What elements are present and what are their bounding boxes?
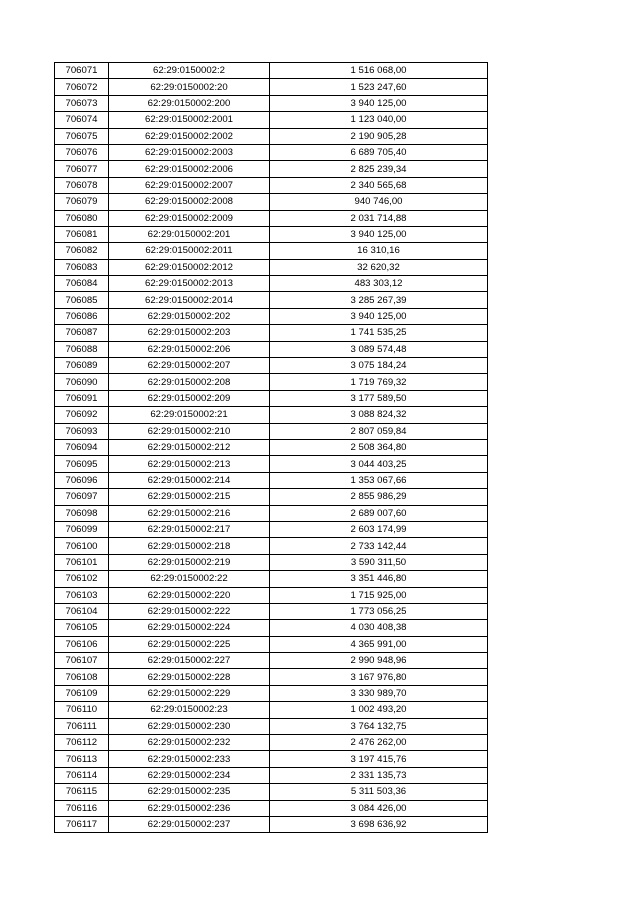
cadastral-number-cell: 62:29:0150002:213 xyxy=(109,456,270,472)
cadastral-number-cell: 62:29:0150002:202 xyxy=(109,308,270,324)
cadastral-value-cell: 3 940 125,00 xyxy=(270,226,488,242)
table-row xyxy=(55,63,488,79)
cadastral-number-cell: 62:29:0150002:2013 xyxy=(109,276,270,292)
cadastral-number-cell: 62:29:0150002:235 xyxy=(109,784,270,800)
table-row xyxy=(55,603,488,619)
cadastral-number-cell: 62:29:0150002:212 xyxy=(109,439,270,455)
cadastral-number-cell: 62:29:0150002:206 xyxy=(109,341,270,357)
row-id-cell: 706081 xyxy=(55,226,109,242)
cadastral-value-cell: 2 807 059,84 xyxy=(270,423,488,439)
cadastral-number-cell: 62:29:0150002:210 xyxy=(109,423,270,439)
cadastral-number-cell: 62:29:0150002:222 xyxy=(109,603,270,619)
table-row xyxy=(55,112,488,128)
table-row xyxy=(55,226,488,242)
table-row xyxy=(55,456,488,472)
table-row xyxy=(55,718,488,734)
cadastral-value-cell: 3 089 574,48 xyxy=(270,341,488,357)
row-id-cell: 706086 xyxy=(55,308,109,324)
cadastral-value-cell: 2 508 364,80 xyxy=(270,439,488,455)
cadastral-value-cell: 3 330 989,70 xyxy=(270,685,488,701)
cadastral-number-cell: 62:29:0150002:2006 xyxy=(109,161,270,177)
cadastral-number-cell: 62:29:0150002:233 xyxy=(109,751,270,767)
table-row xyxy=(55,144,488,160)
row-id-cell: 706102 xyxy=(55,571,109,587)
cadastral-number-cell: 62:29:0150002:236 xyxy=(109,800,270,816)
table-row xyxy=(55,128,488,144)
cadastral-value-cell: 3 590 311,50 xyxy=(270,554,488,570)
table-row xyxy=(55,505,488,521)
table-row xyxy=(55,407,488,423)
cadastral-value-cell: 2 855 986,29 xyxy=(270,489,488,505)
cadastral-value-cell: 1 719 769,32 xyxy=(270,374,488,390)
table-row xyxy=(55,554,488,570)
cadastral-value-cell: 2 689 007,60 xyxy=(270,505,488,521)
cadastral-value-cell: 3 044 403,25 xyxy=(270,456,488,472)
cadastral-value-cell: 32 620,32 xyxy=(270,259,488,275)
cadastral-value-cell: 2 031 714,88 xyxy=(270,210,488,226)
cadastral-number-cell: 62:29:0150002:214 xyxy=(109,472,270,488)
cadastral-value-cell: 1 523 247,60 xyxy=(270,79,488,95)
table-row xyxy=(55,653,488,669)
table-row xyxy=(55,800,488,816)
cadastral-value-table xyxy=(54,62,488,833)
table-row xyxy=(55,636,488,652)
table-row xyxy=(55,325,488,341)
table-row xyxy=(55,390,488,406)
row-id-cell: 706091 xyxy=(55,390,109,406)
cadastral-value-cell: 2 340 565,68 xyxy=(270,177,488,193)
cadastral-number-cell: 62:29:0150002:2003 xyxy=(109,144,270,160)
row-id-cell: 706112 xyxy=(55,735,109,751)
table-row xyxy=(55,702,488,718)
cadastral-value-cell: 2 825 239,34 xyxy=(270,161,488,177)
cadastral-value-cell: 1 353 067,66 xyxy=(270,472,488,488)
cadastral-value-cell: 3 940 125,00 xyxy=(270,95,488,111)
row-id-cell: 706104 xyxy=(55,603,109,619)
row-id-cell: 706093 xyxy=(55,423,109,439)
cadastral-value-cell: 3 197 415,76 xyxy=(270,751,488,767)
cadastral-number-cell: 62:29:0150002:20 xyxy=(109,79,270,95)
cadastral-number-cell: 62:29:0150002:230 xyxy=(109,718,270,734)
cadastral-number-cell: 62:29:0150002:225 xyxy=(109,636,270,652)
row-id-cell: 706116 xyxy=(55,800,109,816)
table-row xyxy=(55,685,488,701)
cadastral-number-cell: 62:29:0150002:208 xyxy=(109,374,270,390)
row-id-cell: 706099 xyxy=(55,521,109,537)
table-row xyxy=(55,423,488,439)
cadastral-value-cell: 16 310,16 xyxy=(270,243,488,259)
table-row xyxy=(55,472,488,488)
row-id-cell: 706082 xyxy=(55,243,109,259)
row-id-cell: 706089 xyxy=(55,358,109,374)
table-row xyxy=(55,489,488,505)
cadastral-value-cell: 1 123 040,00 xyxy=(270,112,488,128)
cadastral-value-cell: 4 365 991,00 xyxy=(270,636,488,652)
cadastral-value-cell: 1 516 068,00 xyxy=(270,63,488,79)
cadastral-number-cell: 62:29:0150002:2 xyxy=(109,63,270,79)
cadastral-number-cell: 62:29:0150002:2002 xyxy=(109,128,270,144)
row-id-cell: 706072 xyxy=(55,79,109,95)
table-row xyxy=(55,177,488,193)
row-id-cell: 706087 xyxy=(55,325,109,341)
cadastral-value-cell: 3 351 446,80 xyxy=(270,571,488,587)
cadastral-number-cell: 62:29:0150002:234 xyxy=(109,767,270,783)
cadastral-number-cell: 62:29:0150002:2001 xyxy=(109,112,270,128)
row-id-cell: 706078 xyxy=(55,177,109,193)
row-id-cell: 706083 xyxy=(55,259,109,275)
table-row xyxy=(55,276,488,292)
table-row xyxy=(55,194,488,210)
cadastral-number-cell: 62:29:0150002:224 xyxy=(109,620,270,636)
row-id-cell: 706080 xyxy=(55,210,109,226)
table-row xyxy=(55,669,488,685)
table-row xyxy=(55,161,488,177)
cadastral-value-cell: 3 940 125,00 xyxy=(270,308,488,324)
table-row xyxy=(55,79,488,95)
cadastral-value-cell: 5 311 503,36 xyxy=(270,784,488,800)
cadastral-value-cell: 3 698 636,92 xyxy=(270,816,488,832)
row-id-cell: 706103 xyxy=(55,587,109,603)
cadastral-value-cell: 3 177 589,50 xyxy=(270,390,488,406)
cadastral-number-cell: 62:29:0150002:232 xyxy=(109,735,270,751)
row-id-cell: 706113 xyxy=(55,751,109,767)
table-row xyxy=(55,243,488,259)
cadastral-value-cell: 2 733 142,44 xyxy=(270,538,488,554)
table-row xyxy=(55,95,488,111)
row-id-cell: 706092 xyxy=(55,407,109,423)
cadastral-value-cell: 1 715 925,00 xyxy=(270,587,488,603)
cadastral-number-cell: 62:29:0150002:22 xyxy=(109,571,270,587)
cadastral-value-cell: 2 190 905,28 xyxy=(270,128,488,144)
cadastral-number-cell: 62:29:0150002:2014 xyxy=(109,292,270,308)
cadastral-value-cell: 6 689 705,40 xyxy=(270,144,488,160)
cadastral-number-cell: 62:29:0150002:227 xyxy=(109,653,270,669)
table-row xyxy=(55,767,488,783)
cadastral-number-cell: 62:29:0150002:2007 xyxy=(109,177,270,193)
table-row xyxy=(55,571,488,587)
cadastral-number-cell: 62:29:0150002:216 xyxy=(109,505,270,521)
cadastral-number-cell: 62:29:0150002:21 xyxy=(109,407,270,423)
cadastral-number-cell: 62:29:0150002:220 xyxy=(109,587,270,603)
table-row xyxy=(55,620,488,636)
row-id-cell: 706096 xyxy=(55,472,109,488)
row-id-cell: 706076 xyxy=(55,144,109,160)
cadastral-number-cell: 62:29:0150002:203 xyxy=(109,325,270,341)
row-id-cell: 706095 xyxy=(55,456,109,472)
table-row xyxy=(55,587,488,603)
cadastral-number-cell: 62:29:0150002:219 xyxy=(109,554,270,570)
row-id-cell: 706098 xyxy=(55,505,109,521)
cadastral-number-cell: 62:29:0150002:228 xyxy=(109,669,270,685)
cadastral-value-cell: 3 075 184,24 xyxy=(270,358,488,374)
row-id-cell: 706084 xyxy=(55,276,109,292)
cadastral-number-cell: 62:29:0150002:200 xyxy=(109,95,270,111)
cadastral-number-cell: 62:29:0150002:2011 xyxy=(109,243,270,259)
row-id-cell: 706110 xyxy=(55,702,109,718)
cadastral-number-cell: 62:29:0150002:209 xyxy=(109,390,270,406)
row-id-cell: 706097 xyxy=(55,489,109,505)
cadastral-value-cell: 3 084 426,00 xyxy=(270,800,488,816)
row-id-cell: 706111 xyxy=(55,718,109,734)
row-id-cell: 706079 xyxy=(55,194,109,210)
cadastral-number-cell: 62:29:0150002:23 xyxy=(109,702,270,718)
cadastral-value-cell: 3 167 976,80 xyxy=(270,669,488,685)
cadastral-number-cell: 62:29:0150002:207 xyxy=(109,358,270,374)
table-row xyxy=(55,259,488,275)
table-row xyxy=(55,816,488,832)
table-row xyxy=(55,784,488,800)
table-row xyxy=(55,735,488,751)
row-id-cell: 706077 xyxy=(55,161,109,177)
row-id-cell: 706115 xyxy=(55,784,109,800)
table-row xyxy=(55,341,488,357)
row-id-cell: 706085 xyxy=(55,292,109,308)
cadastral-number-cell: 62:29:0150002:2008 xyxy=(109,194,270,210)
table-body xyxy=(55,63,488,833)
cadastral-value-cell: 1 741 535,25 xyxy=(270,325,488,341)
row-id-cell: 706075 xyxy=(55,128,109,144)
cadastral-value-cell: 1 773 056,25 xyxy=(270,603,488,619)
cadastral-value-cell: 2 331 135,73 xyxy=(270,767,488,783)
row-id-cell: 706101 xyxy=(55,554,109,570)
table-row xyxy=(55,292,488,308)
cadastral-value-cell: 1 002 493,20 xyxy=(270,702,488,718)
cadastral-number-cell: 62:29:0150002:217 xyxy=(109,521,270,537)
cadastral-number-cell: 62:29:0150002:218 xyxy=(109,538,270,554)
cadastral-value-cell: 3 088 824,32 xyxy=(270,407,488,423)
row-id-cell: 706105 xyxy=(55,620,109,636)
row-id-cell: 706114 xyxy=(55,767,109,783)
cadastral-number-cell: 62:29:0150002:229 xyxy=(109,685,270,701)
row-id-cell: 706073 xyxy=(55,95,109,111)
cadastral-number-cell: 62:29:0150002:215 xyxy=(109,489,270,505)
table-row xyxy=(55,521,488,537)
cadastral-number-cell: 62:29:0150002:237 xyxy=(109,816,270,832)
table-row xyxy=(55,374,488,390)
table-row xyxy=(55,358,488,374)
row-id-cell: 706071 xyxy=(55,63,109,79)
row-id-cell: 706109 xyxy=(55,685,109,701)
cadastral-value-cell: 940 746,00 xyxy=(270,194,488,210)
row-id-cell: 706088 xyxy=(55,341,109,357)
row-id-cell: 706117 xyxy=(55,816,109,832)
row-id-cell: 706106 xyxy=(55,636,109,652)
row-id-cell: 706094 xyxy=(55,439,109,455)
row-id-cell: 706108 xyxy=(55,669,109,685)
table-row xyxy=(55,751,488,767)
cadastral-value-cell: 2 476 262,00 xyxy=(270,735,488,751)
row-id-cell: 706074 xyxy=(55,112,109,128)
table-row xyxy=(55,308,488,324)
cadastral-value-cell: 2 603 174,99 xyxy=(270,521,488,537)
cadastral-value-cell: 3 764 132,75 xyxy=(270,718,488,734)
table-row xyxy=(55,210,488,226)
cadastral-value-cell: 2 990 948,96 xyxy=(270,653,488,669)
cadastral-value-cell: 3 285 267,39 xyxy=(270,292,488,308)
cadastral-number-cell: 62:29:0150002:2012 xyxy=(109,259,270,275)
row-id-cell: 706100 xyxy=(55,538,109,554)
cadastral-value-cell: 483 303,12 xyxy=(270,276,488,292)
row-id-cell: 706090 xyxy=(55,374,109,390)
cadastral-number-cell: 62:29:0150002:2009 xyxy=(109,210,270,226)
row-id-cell: 706107 xyxy=(55,653,109,669)
cadastral-value-cell: 4 030 408,38 xyxy=(270,620,488,636)
cadastral-number-cell: 62:29:0150002:201 xyxy=(109,226,270,242)
table-row xyxy=(55,538,488,554)
table-row xyxy=(55,439,488,455)
